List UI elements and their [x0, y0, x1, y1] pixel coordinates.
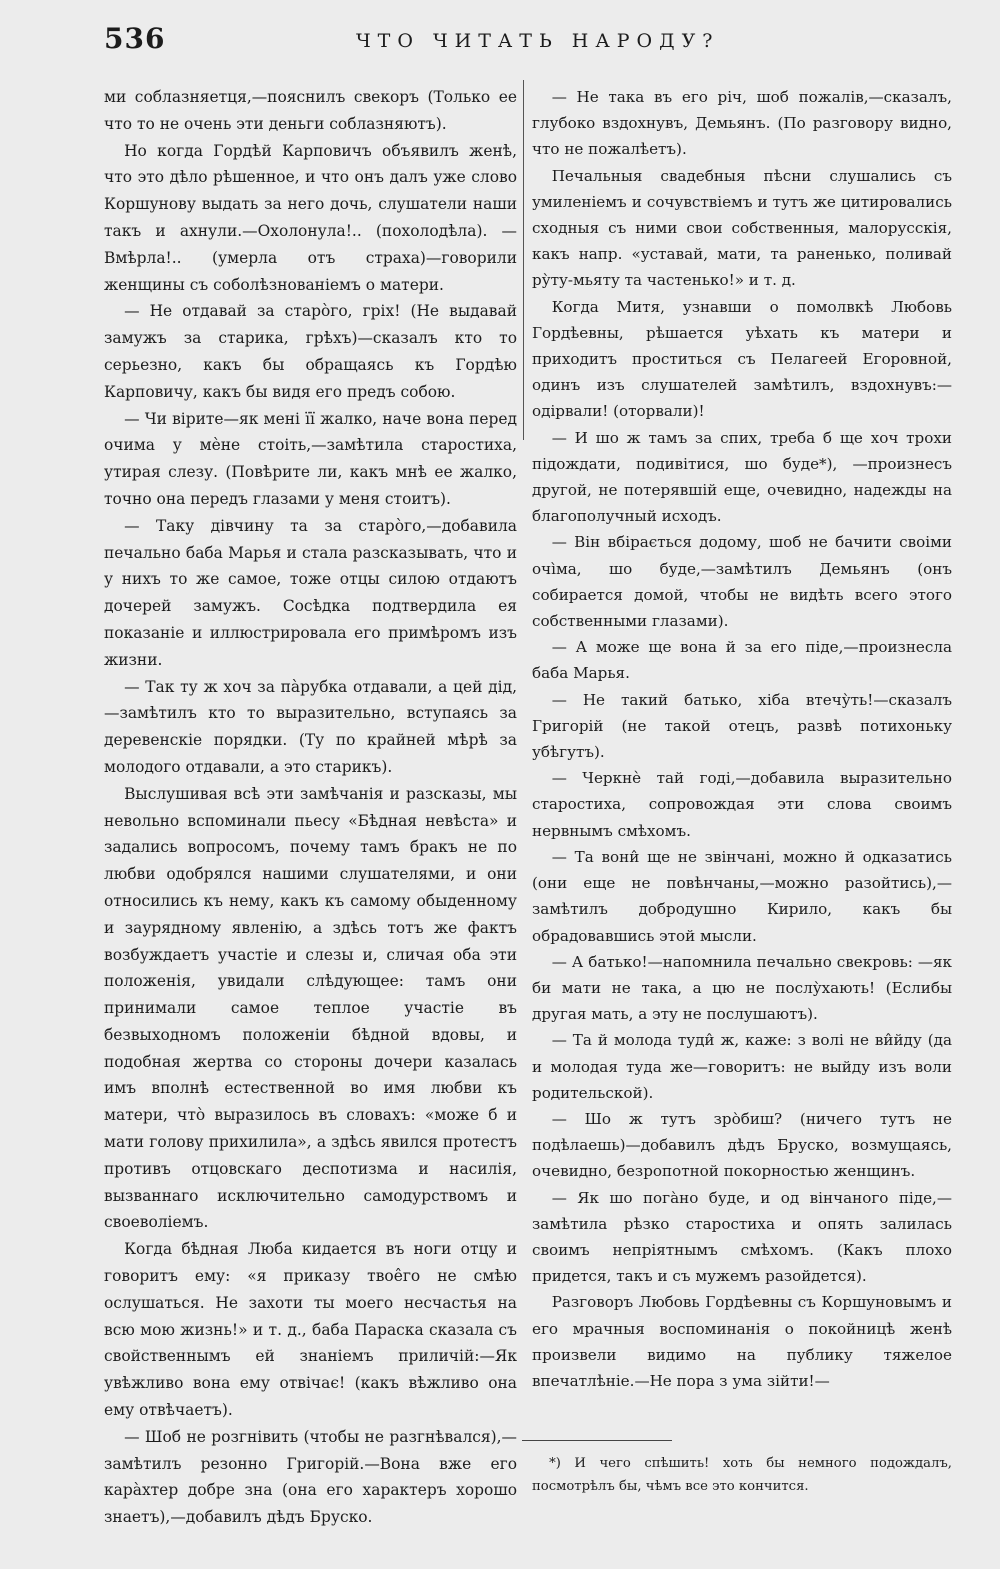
footnote [532, 1452, 952, 1498]
paragraph: Разговоръ Любовь Гордѣевны съ Коршуновымъ и его мрачныя воспоминанія о покойницѣ женѣ произвели видимо на публику тяжелое впечатлѣніе.—Не пора з ума зійти!— [532, 1293, 952, 1390]
page-number: 536 [104, 22, 166, 55]
paragraph: — Чи вірите—як мені її жалко, наче вона перед очима у мѐне стоіть,—замѣтила старостиха, утирая слезу. (Повѣрите ли, какъ мнѣ ее жалко, точно она передъ глазами у меня стоитъ). [104, 409, 517, 508]
page-header [104, 22, 904, 62]
paragraph: Выслушивая всѣ эти замѣчанія и разсказы, мы невольно вспоминали пьесу «Бѣдная невѣста» и задались вопросомъ, почему тамъ бракъ не по любви одобрялся нашими слушателями, и они относились къ нему, какъ къ самому обыденному и заурядному явленію, а здѣсь тотъ же фактъ возбуждаетъ участіе и слезы и, сличая оба эти положенія, увидали слѣдующее: тамъ они принимали самое теплое участіе въ безвыходномъ положеніи бѣдной вдовы, и подобная жертва со стороны дочери казалась имъ вполнѣ естественной во имя любви къ матери, что̀ выразилось въ словахъ: «може б и мати голову прихилила», а здѣсь явился протестъ противъ отцовскаго деспотизма и насилія, вызваннаго исключительно самодурствомъ и своеволіемъ. [104, 784, 517, 1232]
paragraph: — Не такий батько, хіба втечу̀ть!—сказалъ Григорій (не такой отецъ, развѣ потихоньку убѣгутъ). [532, 690, 952, 762]
paragraph: — Таку дівчину та за старо̀го,—добавила печально баба Марья и стала разсказывать, что и у нихъ то же самое, тоже отцы силою отдаютъ дочерей замужъ. Сосѣдка подтвердила ея показаніе и иллюстрировала его примѣромъ изъ жизни. [104, 516, 517, 669]
paragraph: — Як шо пога̀но буде, и од вінчаного піде,—замѣтила рѣзко старостиха и опять залилась своимъ непріятнымъ смѣхомъ. (Какъ плохо придется, такъ и съ мужемъ разойдется). [532, 1188, 952, 1286]
paragraph: — Та й молода туди̂ ж, каже: з волі не ви̂йду (да и молодая туда же—говоритъ: не выйду изъ воли родительской). [532, 1031, 952, 1102]
column-divider [523, 80, 524, 440]
paragraph: — Не отдавай за старо̀го, гріх! (Не выдавай замужъ за старика, грѣхъ)—сказалъ кто то серьезно, какъ бы обращаясь къ Гордѣю Карповичу, какъ бы видя его предъ собою. [104, 302, 517, 401]
paragraph: — Шоб не розгнівить (чтобы не разгнѣвался),—замѣтилъ резонно Григорій.—Вона вже его кара̀хтер добре зна (она его характеръ хорошо знаетъ),—добавилъ дѣдъ Бруско. [104, 1427, 517, 1527]
paragraph: Печальныя свадебныя пѣсни слушались съ умиленіемъ и сочувствіемъ и тутъ же цитировались сходныя съ ними свои собственныя, малорусскія, какъ напр. «уставай, мати, та раненько, поливай ру̀ту-мьяту та частенько!» и т. д. [532, 166, 952, 290]
paragraph: — Не така въ его річ, шоб пожалів,—сказалъ, глубоко вздохнувъ, Демьянъ. (По разговору видно, что не пожалѣетъ). [532, 88, 952, 159]
paragraph: — Так ту ж хоч за па̀рубка отдавали, а цей дід,—замѣтилъ кто то выразительно, вступаясь за деревенскіе порядки. (Ту по крайней мѣрѣ за молодого отдавали, а это старикъ). [104, 677, 517, 776]
left-column [104, 84, 517, 1531]
paragraph: — А може ще вона й за его піде,—произнесла баба Марья. [532, 638, 952, 683]
paragraph: — Він вбірається додому, шоб не бачити своіми очі̀ма, шо буде,—замѣтилъ Демьянъ (онъ собирается домой, чтобы не видѣть всего этого собственными глазами). [532, 533, 952, 631]
paragraph: — И шо ж тамъ за спих, треба б ще хоч трохи підождати, подивітися, шо буде*), —произнесъ другой, не потерявшій еще, очевидно, надежды на благополучный исходъ. [532, 428, 952, 526]
footnote-rule [522, 1440, 672, 1441]
right-column [532, 84, 952, 1394]
paragraph: Когда бѣдная Люба кидается въ ноги отцу и говоритъ ему: «я приказу твое̂го не смѣю ослушаться. Не захоти ты моего несчастья на всю мою жизнь!» и т. д., баба Параска сказала съ свойственнымъ ей знаніемъ приличій:—Як увѣжливо вона ему отвічає! (какъ вѣжливо она ему отвѣчаетъ). [104, 1240, 517, 1420]
paragraph: — Та вони̂ ще не звінчані, можно й одказатись (они еще не повѣнчаны,—можно разойтись),—замѣтилъ добродушно Кирило, какъ бы обрадовавшись этой мысли. [532, 847, 952, 945]
footnote-text: *) И чего спѣшить! хоть бы немного подождалъ, посмотрѣлъ бы, чѣмъ все это кончится. [532, 1456, 952, 1494]
paragraph: — Черкнѐ тай годі,—добавила выразительно старостиха, сопровождая эти слова своимъ нервнымъ смѣхомъ. [532, 769, 952, 840]
paragraph: Когда Митя, узнавши о помолвкѣ Любовь Гордѣевны, рѣшается уѣхать къ матери и приходитъ проститься съ Пелагеей Егоровной, одинъ изъ слушателей замѣтилъ, вздохнувъ:—одірвали! (оторвали)! [532, 297, 952, 421]
paragraph: — Шо ж тутъ зро̀биш? (ничего тутъ не подѣлаешь)—добавилъ дѣдъ Бруско, возмущаясь, очевидно, безропотной покорностью женщинъ. [532, 1109, 952, 1181]
running-title: ЧТО ЧИТАТЬ НАРОДУ? [356, 30, 720, 52]
paragraph: Но когда Гордѣй Карповичъ объявилъ женѣ, что это дѣло рѣшенное, и что онъ далъ уже слово Коршунову выдать за него дочь, слушатели наши такъ и ахнули.—Охолонула!.. (похолодѣла). — Вмѣрла!.. (умерла отъ страха)—говорили женщины съ соболѣзнованіемъ о матери. [104, 141, 517, 294]
paragraph: — А батько!—напомнила печально свекровь: —як би мати не така, а цю не послу̀хають! (Еслибы другая мать, а эту не послушаютъ). [532, 952, 952, 1024]
paragraph: ми соблазняетця,—пояснилъ свекоръ (Только ее что то не очень эти деньги соблазняютъ). [104, 88, 517, 133]
